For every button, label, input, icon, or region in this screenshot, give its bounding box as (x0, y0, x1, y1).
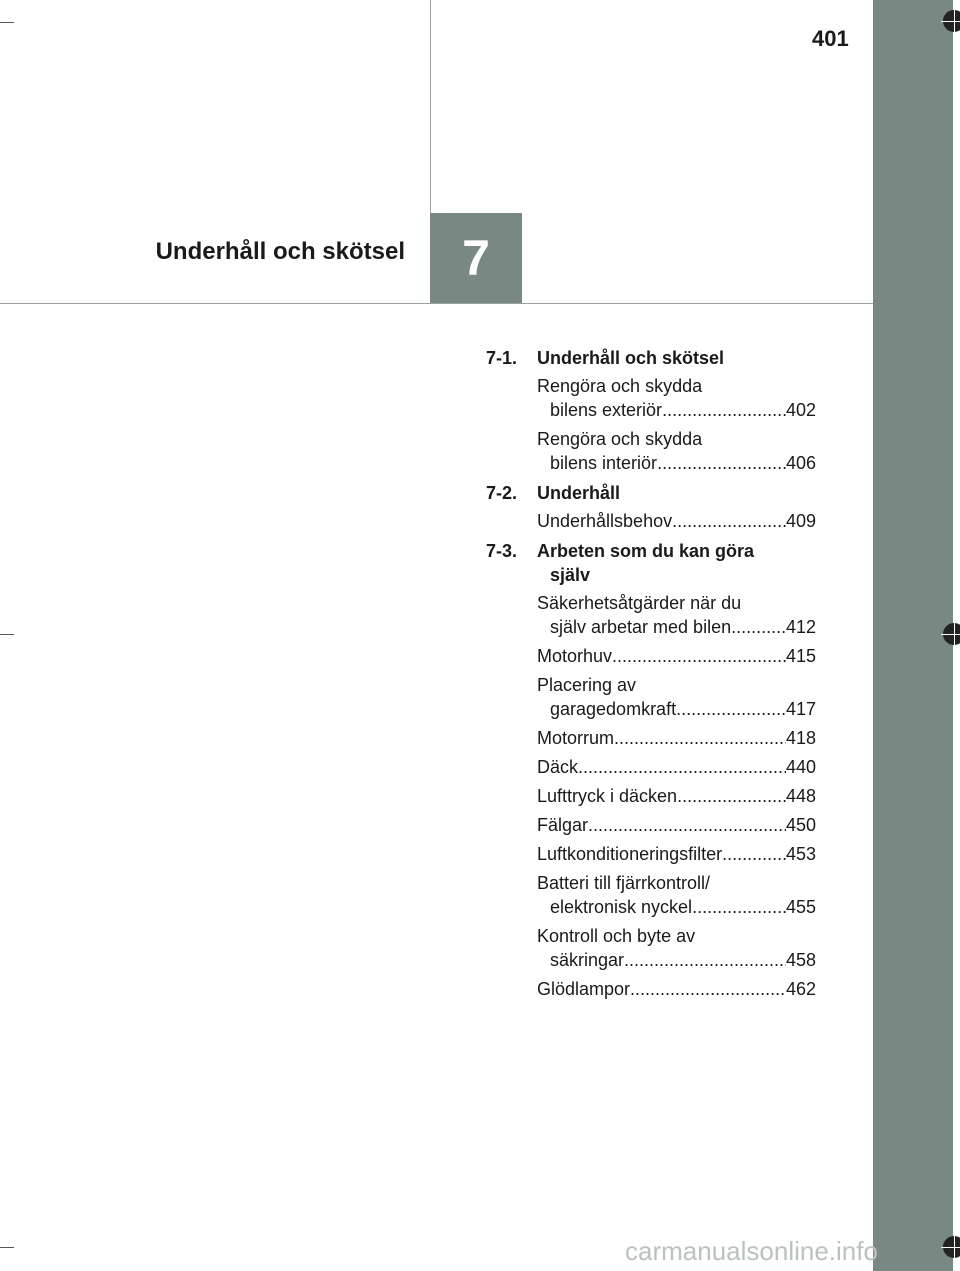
toc-entry-text: Placering av (537, 675, 637, 695)
toc-dot-leader (692, 895, 786, 919)
toc-section-title (537, 481, 816, 505)
toc-entry-page: 440 (785, 757, 816, 777)
toc-dot-leader (672, 509, 786, 533)
crop-mark (0, 634, 14, 635)
toc-entry[interactable] (537, 842, 816, 866)
toc-entry-text: Rengöra och skydda (537, 429, 703, 449)
page-number: 401 (812, 26, 849, 51)
toc-section (486, 481, 816, 533)
toc-section-title-line: själv (550, 565, 591, 585)
toc-entry[interactable] (537, 784, 816, 808)
toc-dot-leader (630, 977, 786, 1001)
toc-dot-leader (614, 726, 786, 750)
toc-section-title-line: Underhåll och skötsel (537, 348, 725, 368)
toc-entry-page: 450 (785, 815, 816, 835)
toc-dot-leader (657, 451, 786, 475)
toc-entry-page: 462 (785, 979, 816, 999)
toc-entry[interactable] (537, 591, 816, 639)
toc-entry-text: Rengöra och skydda (537, 376, 703, 396)
toc-section-title (537, 539, 816, 587)
toc-entry-text: Glödlampor (537, 979, 631, 999)
toc-entry-text: elektronisk nyckel (550, 897, 693, 917)
toc-dot-leader (676, 697, 786, 721)
crop-mark (0, 22, 14, 23)
toc-entry-page: 453 (785, 844, 816, 864)
toc-dot-leader (677, 784, 786, 808)
toc-entry[interactable] (537, 374, 816, 422)
toc-entry-text: Kontroll och byte av (537, 926, 696, 946)
horizontal-divider (0, 303, 873, 304)
registration-mark-icon (943, 10, 960, 32)
table-of-contents (486, 346, 816, 1007)
toc-entry-text: säkringar (550, 950, 625, 970)
toc-entry-text: Däck (537, 757, 579, 777)
toc-entry[interactable] (537, 427, 816, 475)
toc-entry-text: Luftkonditioneringsfilter (537, 844, 723, 864)
toc-entry[interactable] (537, 871, 816, 919)
toc-entry[interactable] (537, 755, 816, 779)
toc-entry-text: garagedomkraft (550, 699, 677, 719)
toc-entry-page: 417 (785, 699, 816, 719)
toc-section-heading (486, 346, 816, 370)
toc-entry-page: 455 (785, 897, 816, 917)
toc-dot-leader (612, 644, 786, 668)
registration-mark-icon (943, 623, 960, 645)
toc-section (486, 346, 816, 475)
side-tab (873, 0, 953, 1271)
toc-entry[interactable] (537, 813, 816, 837)
toc-entry-text: Fälgar (537, 815, 589, 835)
toc-entry-page: 458 (785, 950, 816, 970)
toc-entry-text: Lufttryck i däcken (537, 786, 678, 806)
toc-entry[interactable] (537, 924, 816, 972)
chapter-number: 7 (462, 230, 490, 286)
toc-entry-text: Underhållsbehov (537, 511, 673, 531)
toc-entry-page: 402 (785, 400, 816, 420)
chapter-number-box (430, 213, 522, 303)
toc-entry[interactable] (537, 673, 816, 721)
toc-entry-text: Motorhuv (537, 646, 613, 666)
chapter-title: Underhåll och skötsel (155, 238, 405, 265)
toc-section-number: 7-1. (486, 348, 518, 368)
toc-dot-leader (662, 398, 786, 422)
toc-entry-text: Motorrum (537, 728, 615, 748)
toc-dot-leader (588, 813, 786, 837)
toc-section-title (537, 346, 816, 370)
toc-entry-page: 448 (785, 786, 816, 806)
toc-entry-page: 415 (785, 646, 816, 666)
toc-entry-text: Säkerhetsåtgärder när du (537, 593, 742, 613)
toc-section-number: 7-2. (486, 483, 518, 503)
toc-entry-page: 406 (785, 453, 816, 473)
toc-entry[interactable] (537, 977, 816, 1001)
watermark: carmanualsonline.info (625, 1236, 878, 1266)
toc-section-title-line: Underhåll (537, 483, 621, 503)
toc-entry[interactable] (537, 509, 816, 533)
toc-entry-text: bilens interiör (550, 453, 658, 473)
toc-entry-text: själv arbetar med bilen (550, 617, 732, 637)
toc-dot-leader (731, 615, 786, 639)
toc-dot-leader (624, 948, 786, 972)
toc-entry-text: Batteri till fjärrkontroll/ (537, 873, 711, 893)
toc-section-heading (486, 539, 816, 587)
crop-mark (0, 1247, 14, 1248)
toc-section-title-line: Arbeten som du kan göra (537, 541, 755, 561)
toc-entry-page: 418 (785, 728, 816, 748)
toc-section (486, 539, 816, 1001)
toc-entry-text: bilens exteriör (550, 400, 663, 420)
registration-mark-icon (943, 1236, 960, 1258)
toc-dot-leader (722, 842, 786, 866)
toc-entry[interactable] (537, 726, 816, 750)
toc-entry-page: 409 (785, 511, 816, 531)
toc-section-heading (486, 481, 816, 505)
toc-entry-page: 412 (785, 617, 816, 637)
toc-dot-leader (578, 755, 786, 779)
toc-section-number: 7-3. (486, 541, 518, 561)
toc-entry[interactable] (537, 644, 816, 668)
